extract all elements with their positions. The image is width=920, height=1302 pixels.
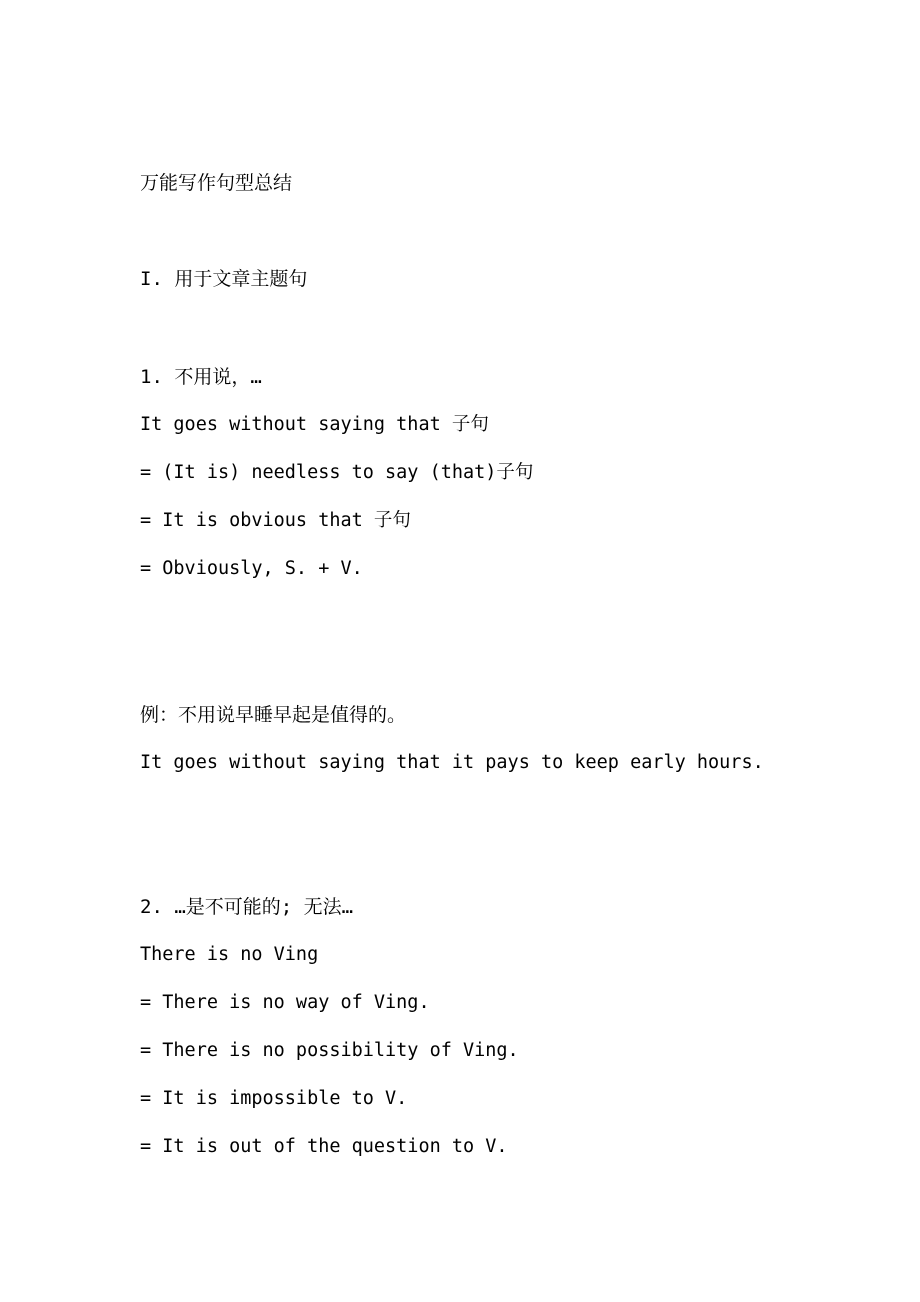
item-1-line: = It is obvious that 子句 bbox=[140, 510, 411, 531]
item-2-line: There is no Ving bbox=[140, 944, 319, 965]
item-2-line: = There is no possibility of Ving. bbox=[140, 1040, 519, 1061]
document-title: 万能写作句型总结 bbox=[140, 172, 293, 194]
item-1-example-en: It goes without saying that it pays to keep early hours. bbox=[140, 752, 764, 773]
section-heading: I. 用于文章主题句 bbox=[140, 268, 308, 290]
item-1-heading: 1. 不用说，… bbox=[140, 366, 262, 388]
item-1-line: It goes without saying that 子句 bbox=[140, 414, 489, 435]
item-2-line: = It is impossible to V. bbox=[140, 1088, 408, 1109]
item-1-example-cn: 例：不用说早睡早起是值得的。 bbox=[140, 704, 407, 726]
item-1-line: = Obviously, S. + V. bbox=[140, 558, 363, 579]
item-1-line: = (It is) needless to say (that)子句 bbox=[140, 462, 534, 483]
item-2-line: = It is out of the question to V. bbox=[140, 1136, 508, 1157]
item-2-heading: 2. …是不可能的; 无法… bbox=[140, 896, 354, 918]
item-2-line: = There is no way of Ving. bbox=[140, 992, 430, 1013]
